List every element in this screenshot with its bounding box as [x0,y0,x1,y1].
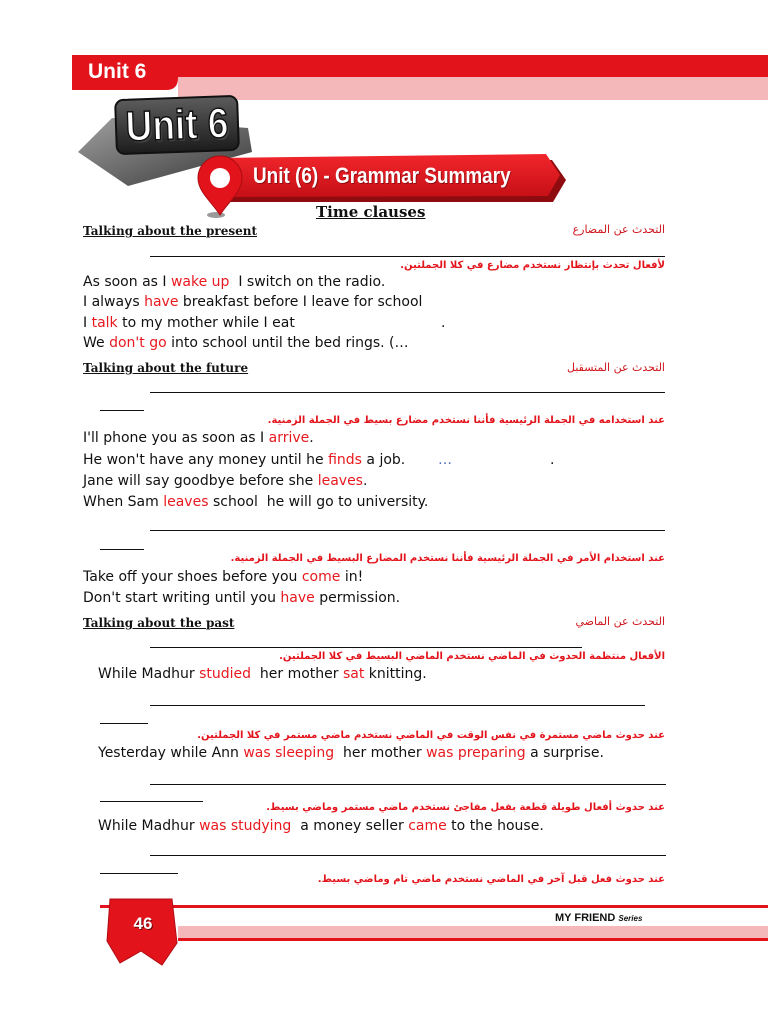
unit-badge-label: Unit 6 [124,99,230,150]
verb-highlight: arrive [268,430,310,446]
trailing-period: . [550,452,555,468]
example-sentence: I'll phone you as soon as I arrive. [83,430,314,446]
arabic-note: عند استخدامه في الجملة الرئيسية فأننا نستخدم مضارع بسيط في الجملة الزمنية. [267,415,665,426]
example-sentence: I always have breakfast before I leave for school [83,294,423,310]
section-heading-present: Talking about the present [83,224,257,238]
arabic-heading-past: التحدث عن الماضي [575,615,665,628]
series-label [555,910,642,927]
verb-highlight: was sleeping [243,745,335,761]
verb-highlight: leaves [317,473,363,489]
section-heading-past: Talking about the past [83,616,235,630]
example-sentence: He won't have any money until he finds a job. [83,452,406,468]
verb-highlight: wake up [170,274,230,290]
example-sentence: Yesterday while Ann was sleeping her mother was preparing a surprise. [98,745,604,761]
writing-line [150,705,645,706]
series-suffix: Series [618,914,643,923]
verb-highlight: talk [91,315,118,331]
footer-red-band [178,938,768,941]
map-pin-center [210,168,230,188]
writing-line [150,256,665,257]
ellipsis-mark: … [438,452,452,468]
pin-shadow [207,212,225,218]
arabic-note: الأفعال منتظمة الحدوث في الماضي نستخدم الماضي البسيط في كلا الجملتين. [279,651,665,662]
example-sentence: While Madhur studied her mother sat knitting. [98,666,427,682]
arabic-heading-future: التحدث عن المتسقبل [566,361,665,374]
footer-pink-band [178,926,768,938]
verb-highlight: was studying [199,818,292,834]
arabic-note: لأفعال تحدث بإنتظار نستخدم مضارع في كلا الجملتين. [400,260,665,271]
verb-highlight: don't go [109,335,167,351]
arabic-note: عند استخدام الأمر في الجملة الرئيسية فأننا نستخدم المضارع البسيط في الجملة الزمنية. [230,553,665,564]
writing-line [150,647,582,648]
example-sentence: Jane will say goodbye before she leaves. [83,473,368,489]
verb-highlight: have [280,590,315,606]
example-sentence: When Sam leaves school he will go to university. [83,494,429,510]
page-number: 46 [133,914,153,933]
verb-highlight: studied [199,666,251,682]
verb-highlight: came [408,818,447,834]
writing-line [150,392,665,393]
short-writing-line [100,410,144,411]
arabic-note: عند حدوث فعل قبل آخر في الماضي نستخدم ماضي تام وماضي بسيط. [317,874,665,885]
writing-line [150,784,666,785]
verb-highlight: have [144,294,179,310]
verb-highlight: leaves [163,494,209,510]
example-sentence: We don't go into school until the bed rings. (… [83,335,409,351]
top-pink-band [178,77,768,100]
short-writing-line [100,723,148,724]
writing-line [150,530,665,531]
example-sentence: Take off your shoes before you come in! [83,569,364,585]
verb-highlight: finds [328,452,362,468]
series-name: MY FRIEND [555,912,616,924]
arabic-note: عند حدوث أفعال طويلة قطعة بفعل مفاجئ نستخدم ماضي مستمر وماضي بسيط. [266,802,665,813]
example-sentence: As soon as I wake up I switch on the radio. [83,274,386,290]
short-writing-line [100,549,144,550]
verb-highlight: sat [342,666,365,682]
section-heading-future: Talking about the future [83,361,249,375]
banner-title: Unit (6) - Grammar Summary [253,163,511,188]
verb-highlight: was preparing [426,745,526,761]
arabic-heading-present: التحدث عن المضارع [572,223,665,236]
example-sentence: While Madhur was studying a money seller came to the house. [98,818,544,834]
page-title: Time clauses [316,203,426,221]
footer-red-line [100,905,768,908]
writing-line [150,855,666,856]
example-sentence: I talk to my mother while I eat [83,315,295,331]
short-writing-line [100,801,203,802]
unit-tab-label: Unit 6 [88,60,147,83]
arabic-note: عند حدوث ماضي مستمرة في نفس الوقت في الماضي نستخدم ماضي مستمر في كلا الجملتين. [197,730,665,741]
example-sentence: Don't start writing until you have permission. [83,590,401,606]
short-writing-line [100,873,178,874]
verb-highlight: come [301,569,341,585]
trailing-period: . [441,315,446,331]
